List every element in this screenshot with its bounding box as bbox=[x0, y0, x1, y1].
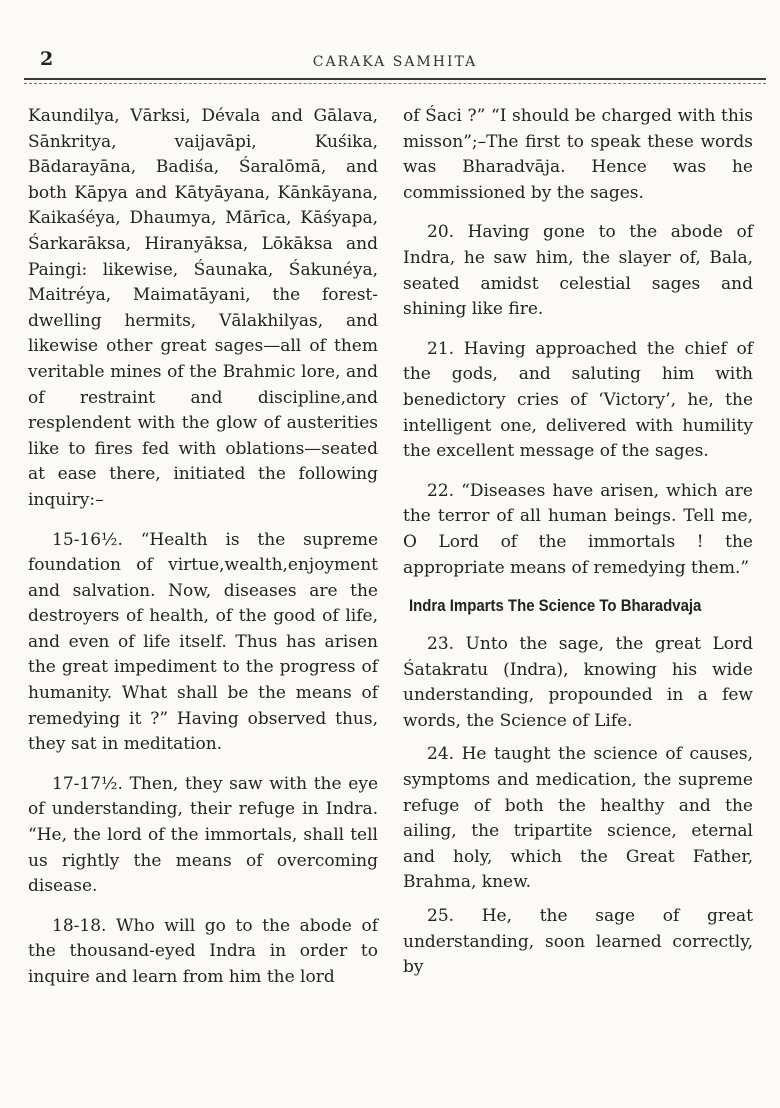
paragraph: 21. Having approached the chief of the gods, and saluting him with benedictory cries of ‘Victory’, he, the intelligent one, delivered with humility the excellent message of the sages. bbox=[403, 338, 753, 462]
paragraph: 23. Unto the sage, the great Lord Śatakratu (Indra), knowing his wide understanding, propounded in a few words, the Science of Life. bbox=[403, 634, 753, 731]
right-column bbox=[403, 104, 753, 981]
section-heading: Indra Imparts The Science To Bharadvaja bbox=[409, 596, 702, 616]
paragraph: 22. “Diseases have arisen, which are the terror of all human beings. Tell me, O Lord of the immortals ! the appropriate means of remedying them.” bbox=[403, 480, 753, 578]
header-rule-dashed bbox=[24, 83, 766, 84]
page-header bbox=[24, 46, 766, 76]
paragraph: 20. Having gone to the abode of Indra, he saw him, the slayer of, Bala, seated amidst celestial sages and shining like fire. bbox=[403, 222, 753, 320]
page-number: 2 bbox=[40, 48, 54, 70]
paragraph: of Śaci ?” “I should be charged with this misson”;–The first to speak these words was Bharadvāja. Hence was he commissioned by the sages. bbox=[403, 106, 753, 203]
header-rule bbox=[24, 78, 766, 80]
paragraph: 25. He, the sage of great understanding, soon learned correctly, by bbox=[403, 906, 753, 978]
running-title: CARAKA SAMHITA bbox=[312, 54, 478, 70]
paragraph: Kaundilya, Vārksi, Dévala and Gālava, Sānkritya, vaijavāpi, Kuśika, Bādarayāna, Badiśa, Śaralōmā, and both Kāpya and Kātyāyana, Kānkāyana, Kaikaśéya, Dhaumya, Mārīca, Kāśyapa, Śarkarāksa, Hiranyāksa, Lōkāksa and Paingi: likewise, Śaunaka, Śakunéya, Maitréya, Maimatāyani, the forest-dwelling hermits, Vālakhilyas, and likewise other great sages—all of them veritable mines of the Brahmic lore, and of restraint and discipline,and resplendent with the glow of austerities like to fires fed with oblations—seated at ease there, initiated the following inquiry:– bbox=[28, 106, 378, 510]
paragraph: 18-18. Who will go to the abode of the thousand-eyed Indra in order to inquire and learn from him the lord bbox=[28, 915, 378, 987]
left-column bbox=[28, 104, 378, 991]
paragraph: 24. He taught the science of causes, symptoms and medication, the supreme refuge of both the healthy and the ailing, the tripartite science, eternal and holy, which the Great Father, Brahma, knew. bbox=[403, 744, 753, 893]
paragraph: 15-16½. “Health is the supreme foundation of virtue,wealth,enjoyment and salvation. Now, diseases are the destroyers of health, of the good of life, and even of life itself. Thus has arisen the great impediment to the progress of humanity. What shall be the means of remedying it ?” Having observed thus, they sat in meditation. bbox=[28, 529, 378, 755]
paragraph: 17-17½. Then, they saw with the eye of understanding, their refuge in Indra. “He, the lord of the immortals, shall tell us rightly the means of overcoming disease. bbox=[28, 773, 378, 897]
